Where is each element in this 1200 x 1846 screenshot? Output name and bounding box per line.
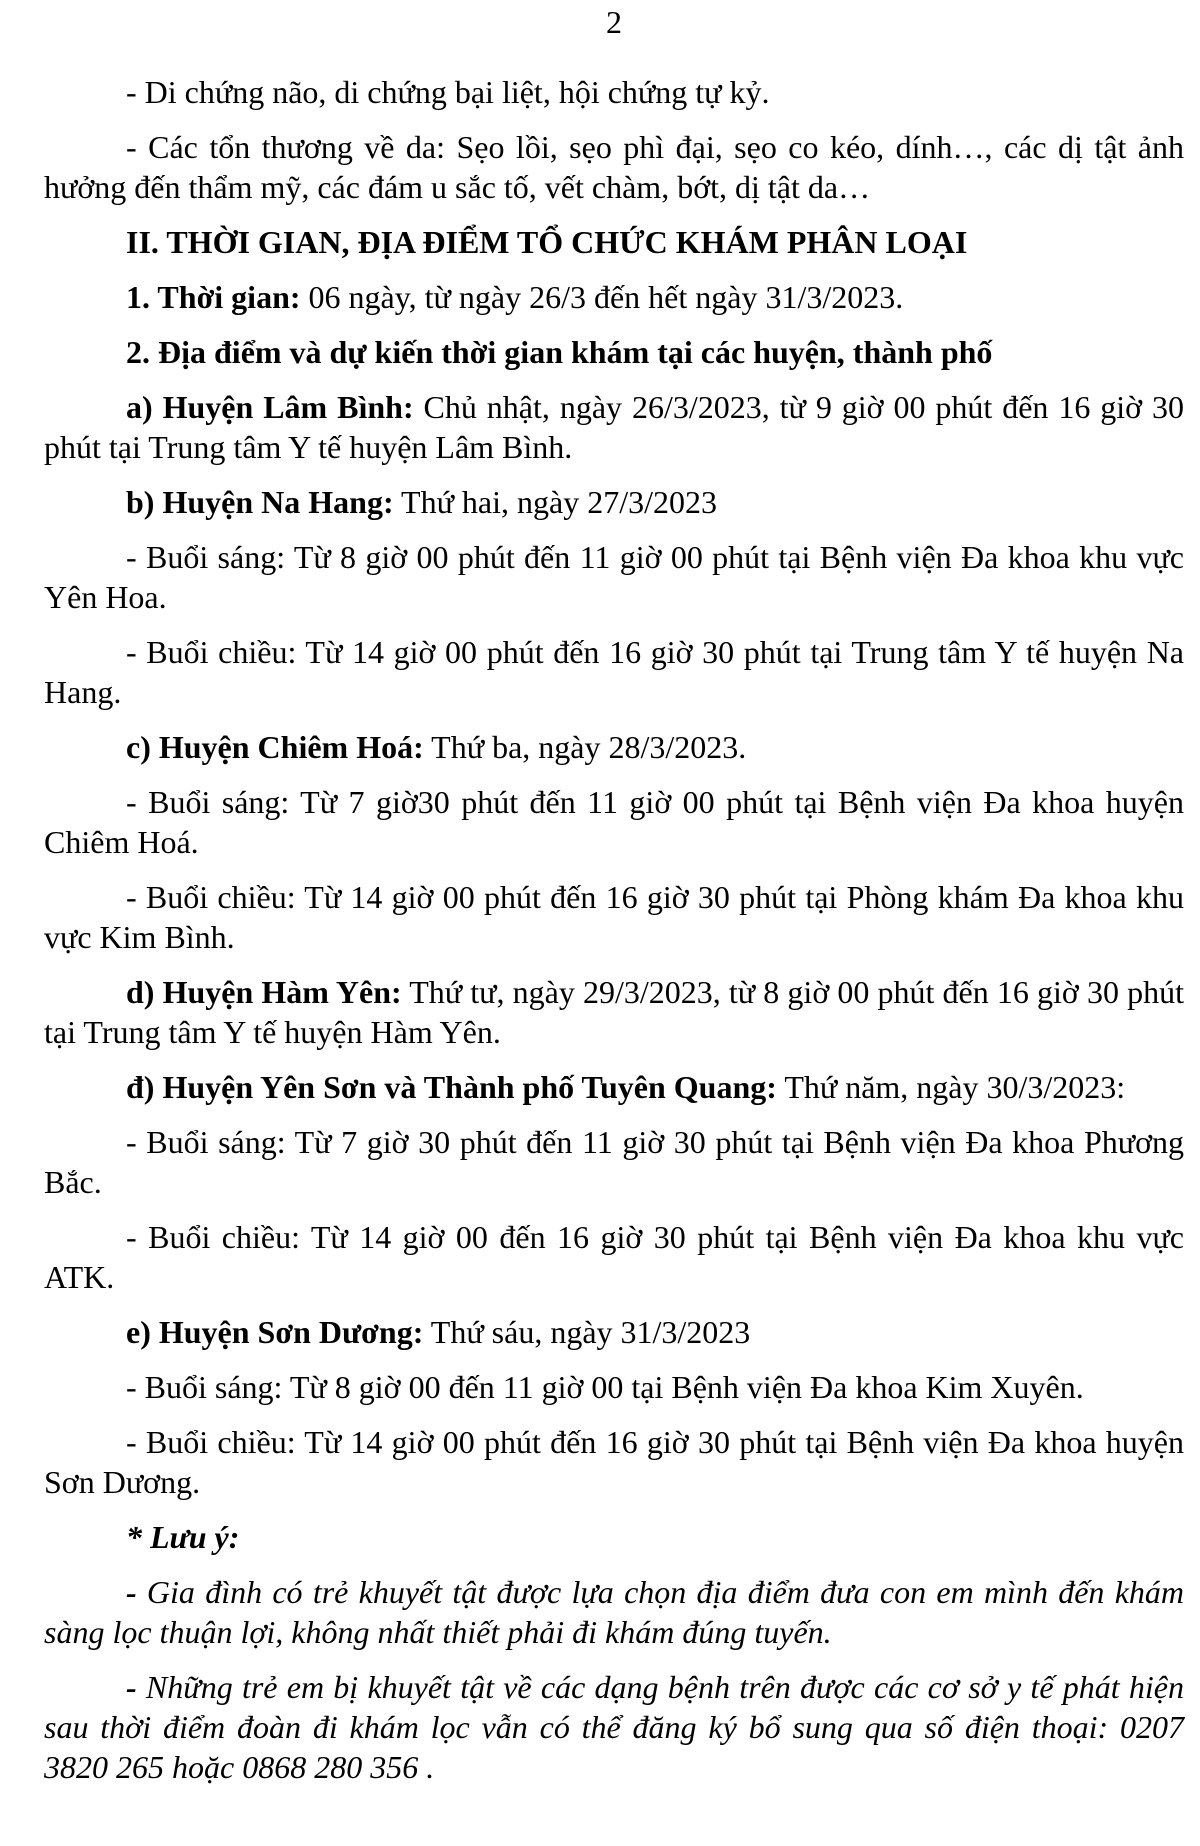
district-dd-morning-text: - Buổi sáng: Từ 7 giờ 30 phút đến 11 giờ 30 phút tại Bệnh viện Đa khoa Phương Bắc. [44, 1124, 1184, 1200]
paragraph-district-e-morning [44, 1367, 1184, 1407]
district-a-text: Chủ nhật, ngày 26/3/2023, từ 9 giờ 00 phút đến 16 giờ 30 phút tại Trung tâm Y tế huyện Lâm Bình. [44, 389, 1185, 465]
district-e-text: Thứ sáu, ngày 31/3/2023 [423, 1314, 751, 1350]
district-d-text: Thứ tư, ngày 29/3/2023, từ 8 giờ 00 phút đến 16 giờ 30 phút tại Trung tâm Y tế huyện Hàm Yên. [44, 974, 1185, 1050]
district-b-afternoon-text: - Buổi chiều: Từ 14 giờ 00 phút đến 16 giờ 30 phút tại Trung tâm Y tế huyện Na Hang. [44, 634, 1184, 710]
district-dd-text: Thứ năm, ngày 30/3/2023: [776, 1069, 1126, 1105]
time-label: 1. Thời gian: [126, 279, 301, 315]
paragraph-district-c-morning [44, 782, 1184, 862]
paragraph-district-c [44, 727, 1184, 767]
paragraph-note-2 [44, 1667, 1184, 1787]
district-e-label: e) Huyện Sơn Dương: [126, 1314, 424, 1350]
district-c-text: Thứ ba, ngày 28/3/2023. [423, 729, 747, 765]
note-2-text: Những trẻ em bị khuyết tật về các dạng bệnh trên được các cơ sở y tế phát hiện sau thời điểm đoàn đi khám lọc vẫn có thể đăng ký bổ sung qua số điện thoại: 0207 3820 265 hoặc 0868 280 356 . [44, 1669, 1184, 1785]
district-a-label: a) Huyện Lâm Bình: [126, 389, 414, 425]
paragraph-district-d [44, 972, 1184, 1052]
district-e-afternoon-text: - Buổi chiều: Từ 14 giờ 00 phút đến 16 giờ 30 phút tại Bệnh viện Đa khoa huyện Sơn Dương. [44, 1424, 1184, 1500]
note-1-dash: - [126, 1574, 137, 1610]
brain-sequelae-text: - Di chứng não, di chứng bại liệt, hội chứng tự kỷ. [126, 74, 770, 110]
district-c-afternoon-text: - Buổi chiều: Từ 14 giờ 00 phút đến 16 giờ 30 phút tại Phòng khám Đa khoa khu vực Kim Bình. [44, 879, 1184, 955]
paragraph-district-dd-afternoon [44, 1217, 1184, 1297]
heading-section-ii: II. THỜI GIAN, ĐỊA ĐIỂM TỔ CHỨC KHÁM PHÂN LOẠI [126, 224, 968, 260]
paragraph-district-b-afternoon [44, 632, 1184, 712]
district-dd-afternoon-text: - Buổi chiều: Từ 14 giờ 00 đến 16 giờ 30 phút tại Bệnh viện Đa khoa khu vực ATK. [44, 1219, 1184, 1295]
district-c-morning-text: - Buổi sáng: Từ 7 giờ30 phút đến 11 giờ 00 phút tại Bệnh viện Đa khoa huyện Chiêm Hoá. [44, 784, 1184, 860]
district-d-label: d) Huyện Hàm Yên: [126, 974, 402, 1010]
district-b-text: Thứ hai, ngày 27/3/2023 [393, 484, 717, 520]
paragraph-brain-sequelae [44, 72, 1184, 112]
district-dd-label: đ) Huyện Yên Sơn và Thành phố Tuyên Quang: [126, 1069, 777, 1105]
paragraph-district-a [44, 387, 1184, 467]
paragraph-skin-lesions [44, 127, 1184, 207]
paragraph-district-dd-morning [44, 1122, 1184, 1202]
paragraph-district-dd [44, 1067, 1184, 1107]
heading-notes: * Lưu ý: [126, 1519, 240, 1555]
district-e-morning-text: - Buổi sáng: Từ 8 giờ 00 đến 11 giờ 00 tại Bệnh viện Đa khoa Kim Xuyên. [126, 1369, 1084, 1405]
paragraph-time [44, 277, 1184, 317]
skin-lesions-text: - Các tổn thương về da: Sẹo lồi, sẹo phì đại, sẹo co kéo, dính…, các dị tật ảnh hưởng đến thẩm mỹ, các đám u sắc tố, vết chàm, bớt, dị tật da… [44, 129, 1184, 205]
district-b-label: b) Huyện Na Hang: [126, 484, 394, 520]
paragraph-note-1 [44, 1572, 1184, 1652]
district-b-morning-text: - Buổi sáng: Từ 8 giờ 00 phút đến 11 giờ 00 phút tại Bệnh viện Đa khoa khu vực Yên Hoa. [44, 539, 1184, 615]
time-text: 06 ngày, từ ngày 26/3 đến hết ngày 31/3/2023. [300, 279, 904, 315]
paragraph-district-c-afternoon [44, 877, 1184, 957]
paragraph-district-b [44, 482, 1184, 522]
district-c-label: c) Huyện Chiêm Hoá: [126, 729, 424, 765]
paragraph-district-e-afternoon [44, 1422, 1184, 1502]
paragraph-district-b-morning [44, 537, 1184, 617]
note-2-dash: - [126, 1669, 137, 1705]
paragraph-district-e [44, 1312, 1184, 1352]
heading-locations: 2. Địa điểm và dự kiến thời gian khám tại các huyện, thành phố [126, 334, 993, 370]
note-1-text: Gia đình có trẻ khuyết tật được lựa chọn địa điểm đưa con em mình đến khám sàng lọc thuận lợi, không nhất thiết phải đi khám đúng tuyến. [44, 1574, 1184, 1650]
page-number: 2 [606, 4, 622, 40]
